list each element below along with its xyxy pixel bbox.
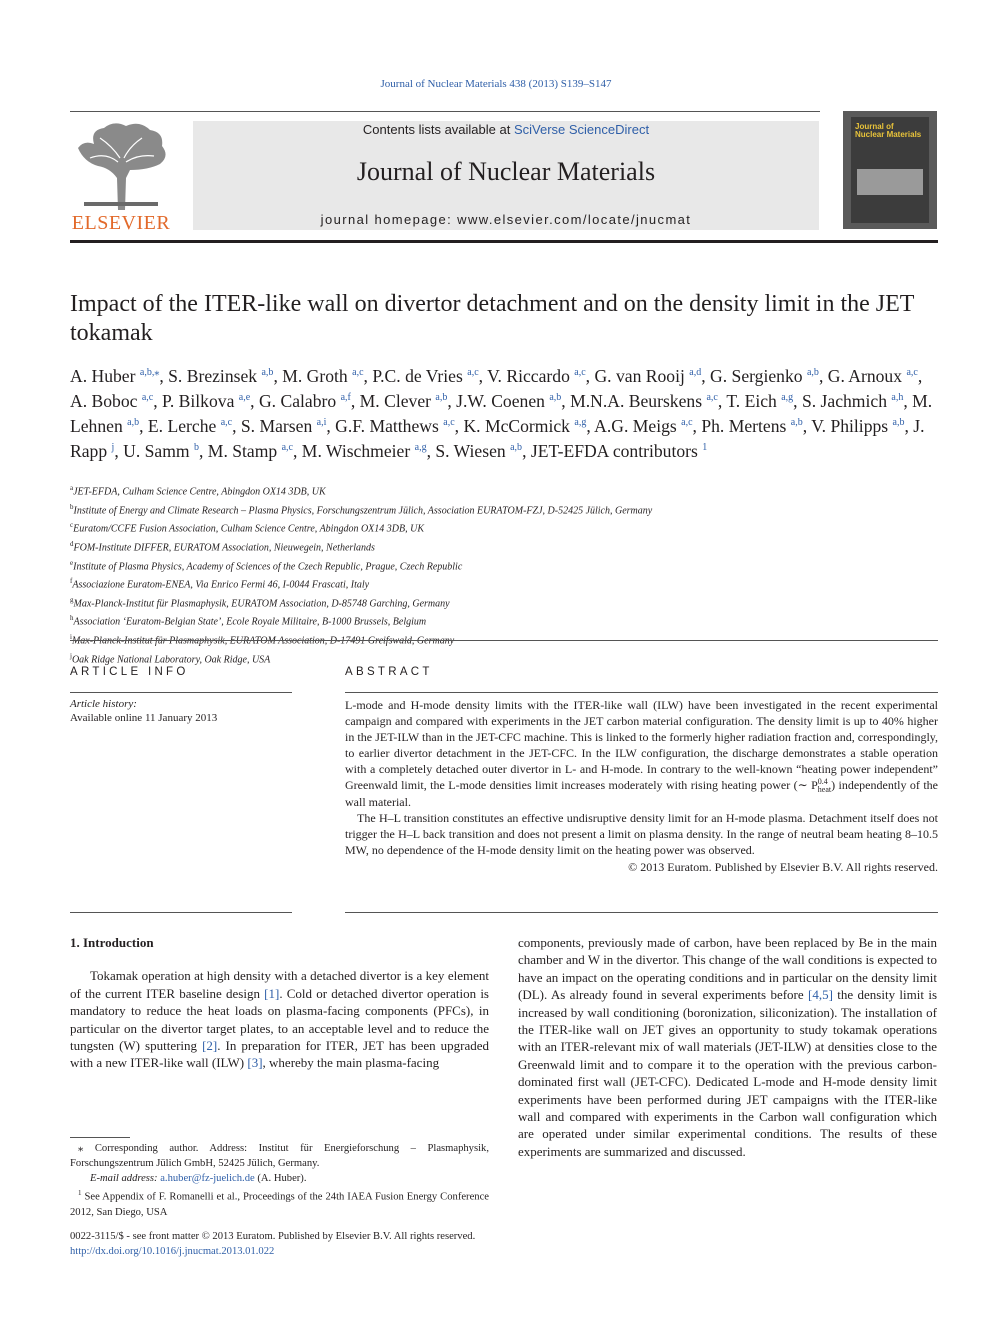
formula-exponent: 0.4 — [817, 777, 828, 787]
heating-power-formula — [797, 777, 832, 795]
abstract-body — [345, 697, 938, 875]
footnotes — [70, 1141, 489, 1220]
affiliation-item — [70, 556, 938, 575]
body-column-left — [70, 934, 489, 1072]
author-affiliation-mark[interactable]: a,b — [261, 367, 274, 378]
intro-text-b: . Cold or detached divertor operation is mandatory to reduce the heat loads on plasma-facing components (PFCs), in particular on the divertor target plates, to an acceptable level and to reduce the tungsten (W) sputtering — [70, 985, 489, 1054]
author-affiliation-mark[interactable]: a,c — [141, 391, 154, 403]
author-name: A.G. Meigs — [594, 415, 677, 436]
author-affiliation-mark[interactable]: a,b,⁎ — [139, 367, 160, 378]
affiliation-text: Association ‘Euratom-Belgian State’, Ecole Royale Militaire, B-1000 Brussels, Belgium — [73, 616, 427, 628]
author-name: M. Wischmeier — [301, 440, 411, 461]
author-name: M.N.A. Beurskens — [570, 390, 703, 411]
author-affiliation-mark[interactable]: a,b — [790, 416, 803, 428]
author-name: G. Sergienko — [710, 365, 803, 386]
affiliation-mark: j — [70, 651, 72, 660]
affiliation-mark: a — [70, 484, 74, 492]
title-block-rule — [70, 640, 938, 641]
author-name: G. Arnoux — [827, 365, 903, 386]
author-affiliation-mark[interactable]: 1 — [702, 441, 708, 453]
affiliation-mark: b — [70, 502, 74, 511]
issn-line: 0022-3115/$ - see front matter © 2013 Euratom. Published by Elsevier B.V. All rights reserved. — [70, 1231, 476, 1242]
contributors-footnote — [70, 1186, 489, 1220]
affiliation-item — [70, 537, 938, 556]
author-name: S. Wiesen — [435, 440, 506, 461]
author-affiliation-mark[interactable]: a,c — [681, 416, 693, 428]
author-name: S. Jachmich — [801, 390, 887, 411]
abstract-p1-tail: ) independently of the wall material. — [345, 778, 938, 810]
author-name: A. Boboc — [70, 390, 138, 411]
sciencedirect-link[interactable]: SciVerse ScienceDirect — [513, 122, 650, 137]
affiliation-mark: h — [70, 614, 74, 623]
author-affiliation-mark[interactable]: a,d — [689, 367, 702, 378]
abstract-paragraph-2: The H–L transition constitutes an effective undisruptive density limit for an H-mode plasma. Detachment itself does not trigger the H–L back transition and does not present a limit on plasma density. In the range of neutral beam heating 8–10.5 MW, no dependence of the H-mode density limit on the heating power was observed. — [345, 811, 938, 858]
author-affiliation-mark[interactable]: a,b — [892, 416, 905, 428]
footnote-mark-1: 1 — [78, 1189, 82, 1197]
affiliation-text: Associazione Euratom-ENEA, Via Enrico Fermi 46, I-0044 Frascati, Italy — [72, 579, 370, 591]
formula-subscript: heat — [817, 785, 832, 795]
abstract-rule-top — [345, 692, 938, 693]
email-label: E-mail address: — [90, 1173, 158, 1184]
author-name: M. Clever — [359, 390, 431, 411]
affiliation-text: JET-EFDA, Culham Science Centre, Abingdon OX14 3DB, UK — [73, 486, 326, 498]
author-affiliation-mark[interactable]: a,b — [806, 367, 819, 378]
author-name: E. Lerche — [147, 415, 217, 436]
affiliation-item — [70, 593, 938, 612]
author-affiliation-mark[interactable]: a,b — [435, 391, 448, 403]
author-list: A. Huber $^{a,b,⁎}$, S. Brezinsek $^{a,b}$, M. Groth $^{a,c}$, P.C. de Vries $^{a,c}$, V. Riccardo $^{a,c}$, G. van Rooij $^{a,d}$, G. Sergienko $^{a,b}$, G. Arnoux $^{a,c}$, A. Boboc $^{a,c}$, P. Bilkova $^{a,e}$, G. Calabro $^{a,f}$, M. Clever $^{a,b}$, J.W. Coenen $^{a,b}$, M.N.A. Beurskens $^{a,c}$, T. Eich $^{a,g}$, S. Jachmich $^{a,h}$, M. Lehnen $^{a,b}$, E. Lerche $^{a,c}$, S. Marsen $^{a,i}$, G.F. Matthews $^{a,c}$, K. McCormick $^{a,g}$, A.G. Meigs $^{a,c}$, Ph. Mertens $^{a,b}$, V. Philipps $^{a,b}$, J. Rapp $^j$, U. Samm $^b$, M. Stamp $^{a,c}$, M. Wischmeier $^{a,g}$, S. Wiesen $^{a,b}$, JET-EFDA contributors $^1$ — [70, 365, 933, 461]
body-column-right — [518, 934, 937, 1160]
author-name: S. Marsen — [240, 415, 313, 436]
journal-cover-image — [843, 111, 937, 229]
author-affiliation-mark[interactable]: a,g — [574, 416, 587, 428]
author-affiliation-mark[interactable]: a,g — [414, 441, 427, 453]
author-name: Ph. Mertens — [701, 415, 787, 436]
affiliation-mark: g — [70, 595, 74, 604]
affiliation-mark: c — [70, 521, 74, 530]
affiliation-text: Institute of Plasma Physics, Academy of Sciences of the Czech Republic, Prague, Czech Republic — [73, 560, 463, 572]
abstract-p1-text: L-mode and H-mode density limits with the ITER-like wall (ILW) have been investigated in the recent experimental campaign and compared with experiments in the JET carbon material configuration. The density limit is up to 40% higher in the JET-ILW than in the JET-CFC machine. This is linked to the formerly higher radiation fraction and, correspondingly, to earlier divertor detachment in the JET-CFC. In the ILW configuration, the discharge demonstrates a stable operation with a completely detached outer divertor in L- and H-mode. In contrary to the well-known “heating power independent” Greenwald limit, the L-mode densities limit increases moderately with rising heating power ( — [345, 698, 938, 792]
author-name: M. Groth — [282, 365, 348, 386]
author-affiliation-mark[interactable]: a,c — [443, 416, 455, 428]
article-title: Impact of the ITER-like wall on divertor detachment and on the density limit in the JET tokamak — [70, 291, 915, 346]
abstract-rule-bottom — [345, 912, 938, 913]
intro-text-f: the density limit is increased by wall conditioning (boronization, siliconization). The installation of the ITER-like wall on JET gives an opportunity to study tokamak operations with an ITER-relevant mix of wall materials (JET-ILW) at densities close to the Greenwald limit and to compare it to the operation with the previous carbon-dominated first wall (JET-CFC). Dedicated L-mode and H-mode density limit experiments have been performed during JET campaigns with the ITER-like wall and compared with experiments in the Carbon wall configuration which are operated under similar experimental conditions. The results of these experiments are summarized and discussed. — [518, 987, 938, 1159]
front-matter-notice — [70, 1230, 475, 1259]
author-name: K. McCormick — [463, 415, 570, 436]
author-affiliation-mark[interactable]: a,c — [220, 416, 233, 428]
author-affiliation-mark[interactable]: a,c — [467, 367, 479, 378]
author-affiliation-mark[interactable]: a,h — [891, 391, 904, 403]
affiliation-mark: i — [70, 633, 72, 641]
contributors-footnote-text: See Appendix of F. Romanelli et al., Proceedings of the 24th IAEA Fusion Energy Conference 2012, San Diego, USA — [70, 1191, 489, 1218]
email-link[interactable]: a.huber@fz-juelich.de — [160, 1173, 255, 1184]
affiliation-text: Max-Planck-Institut für Plasmaphysik, EURATOM Association, D-85748 Garching, Germany — [73, 598, 450, 610]
intro-text-d: , whereby the main plasma-facing — [262, 1055, 440, 1071]
cover-illustration — [857, 169, 923, 195]
doi-link[interactable]: http://dx.doi.org/10.1016/j.jnucmat.2013.01.022 — [70, 1245, 275, 1257]
affiliation-mark: d — [70, 539, 74, 548]
masthead-rule — [70, 240, 938, 243]
article-info-rule-top — [70, 692, 292, 693]
affiliation-mark: f — [70, 577, 73, 586]
affiliation-item — [70, 611, 938, 630]
author-affiliation-mark[interactable]: a,b — [127, 416, 140, 428]
journal-homepage[interactable]: journal homepage: www.elsevier.com/locate/jnucmat — [320, 212, 692, 227]
cover-title: Journal of Nuclear Materials — [855, 122, 922, 139]
history-label: Article history: — [70, 698, 137, 710]
author-name: V. Riccardo — [487, 365, 570, 386]
affiliation-text: Euratom/CCFE Fusion Association, Culham Science Centre, Abingdon OX14 3DB, UK — [73, 523, 425, 535]
journal-title: Journal of Nuclear Materials — [356, 157, 656, 186]
author-affiliation-mark[interactable]: a,c — [574, 367, 586, 378]
reference-link-2[interactable]: [2] — [202, 1038, 218, 1054]
section-heading-introduction: 1. Introduction — [70, 935, 154, 950]
reference-link-1[interactable]: [1] — [264, 985, 280, 1001]
author-affiliation-mark[interactable]: a,f — [340, 391, 351, 403]
affiliation-text: FOM-Institute DIFFER, EURATOM Association, Nieuwegein, Netherlands — [73, 542, 375, 554]
intro-text-c: . In preparation for ITER, JET has been upgraded with a new ITER-like wall (ILW) — [70, 1038, 489, 1071]
affiliation-item — [70, 574, 938, 593]
author-affiliation-mark[interactable]: a,c — [906, 367, 918, 378]
author-name: V. Philipps — [811, 415, 889, 436]
header-rule — [70, 111, 820, 112]
article-history — [70, 697, 217, 725]
author-name: JET-EFDA contributors — [530, 440, 698, 461]
intro-paragraph-continued — [518, 934, 937, 1160]
footnote-rule — [70, 1137, 130, 1138]
author-name: G. van Rooij — [594, 365, 685, 386]
author-name: P. Bilkova — [162, 390, 235, 411]
author-name: U. Samm — [123, 440, 190, 461]
intro-text-a: Tokamak operation at high density with a detached divertor is a key element of the current ITER baseline design — [70, 968, 489, 1001]
elsevier-wordmark: ELSEVIER — [71, 212, 171, 234]
corresponding-author-footnote — [70, 1141, 489, 1171]
affiliation-text: Max-Planck-Institut für Plasmaphysik, EURATOM Association, D-17491 Greifswald, Germany — [71, 635, 455, 647]
history-value: Available online 11 January 2013 — [70, 712, 218, 724]
affiliation-item — [70, 518, 938, 537]
affiliation-text: Institute of Energy and Climate Research – Plasma Physics, Forschungszentrum Jülich, Association EURATOM-FZJ, D-52425 Jülich, Germany — [73, 504, 653, 516]
author-affiliation-mark[interactable]: b — [194, 441, 199, 453]
formula-symbol: ∼ P — [797, 778, 818, 792]
author-name: T. Eich — [726, 390, 777, 411]
email-suffix: (A. Huber). — [254, 1173, 307, 1184]
affiliation-mark: e — [70, 558, 74, 567]
author-name: A. Huber — [70, 365, 136, 386]
author-name: P.C. de Vries — [372, 365, 463, 386]
affiliation-item — [70, 649, 938, 668]
corresponding-author-text: Corresponding author. Address: Institut für Energieforschung – Plasmaphysik, Forschungszentrum Jülich GmbH, 52425 Jülich, Germany. — [70, 1143, 489, 1169]
journal-citation[interactable]: Journal of Nuclear Materials 438 (2013) S139–S147 — [380, 78, 612, 90]
author-affiliation-mark[interactable]: a,b — [510, 441, 523, 453]
abstract-heading: ABSTRACT — [345, 666, 433, 678]
author-affiliation-mark[interactable]: a,c — [281, 441, 293, 453]
author-name: G. Calabro — [258, 390, 337, 411]
reference-link-3[interactable]: [3] — [247, 1055, 263, 1071]
abstract-copyright: © 2013 Euratom. Published by Elsevier B.V. All rights reserved. — [628, 860, 938, 875]
abstract-paragraph-1 — [345, 697, 938, 810]
author-affiliation-mark[interactable]: a,c — [352, 367, 364, 378]
affiliation-item — [70, 500, 938, 519]
article-info-heading: ARTICLE INFO — [70, 666, 189, 678]
contents-line — [193, 121, 819, 137]
footnote-mark-star: ⁎ — [78, 1143, 84, 1154]
affiliation-text: Oak Ridge National Laboratory, Oak Ridge, USA — [71, 653, 271, 665]
author-name: G.F. Matthews — [335, 415, 439, 436]
email-footnote — [70, 1171, 489, 1186]
journal-masthead — [193, 121, 819, 230]
author-affiliation-mark[interactable]: a,e — [238, 391, 251, 403]
reference-link-4-5[interactable]: [4,5] — [808, 987, 833, 1003]
author-name: M. Lehnen — [70, 390, 933, 436]
author-name: M. Stamp — [207, 440, 278, 461]
author-affiliation-mark[interactable]: a,g — [781, 391, 794, 403]
author-affiliation-mark[interactable]: j — [111, 441, 115, 453]
author-name: S. Brezinsek — [168, 365, 258, 386]
intro-paragraph-1 — [70, 967, 489, 1071]
author-affiliation-mark[interactable]: a,b — [549, 391, 562, 403]
intro-text-e: components, previously made of carbon, have been replaced by Be in the main chamber and W in the divertor. This change of the wall conditions is expected to have an impact on the operating conditions and in particular on the density limit (DL). As already found in several experiments before — [518, 935, 937, 1003]
contents-prefix: Contents lists available at — [362, 122, 514, 137]
author-name: J.W. Coenen — [456, 390, 545, 411]
article-info-rule-bottom — [70, 912, 292, 913]
affiliation-item — [70, 481, 938, 500]
author-name: J. Rapp — [70, 415, 925, 461]
author-affiliation-mark[interactable]: a,i — [316, 416, 327, 428]
author-affiliation-mark[interactable]: a,c — [706, 391, 718, 403]
